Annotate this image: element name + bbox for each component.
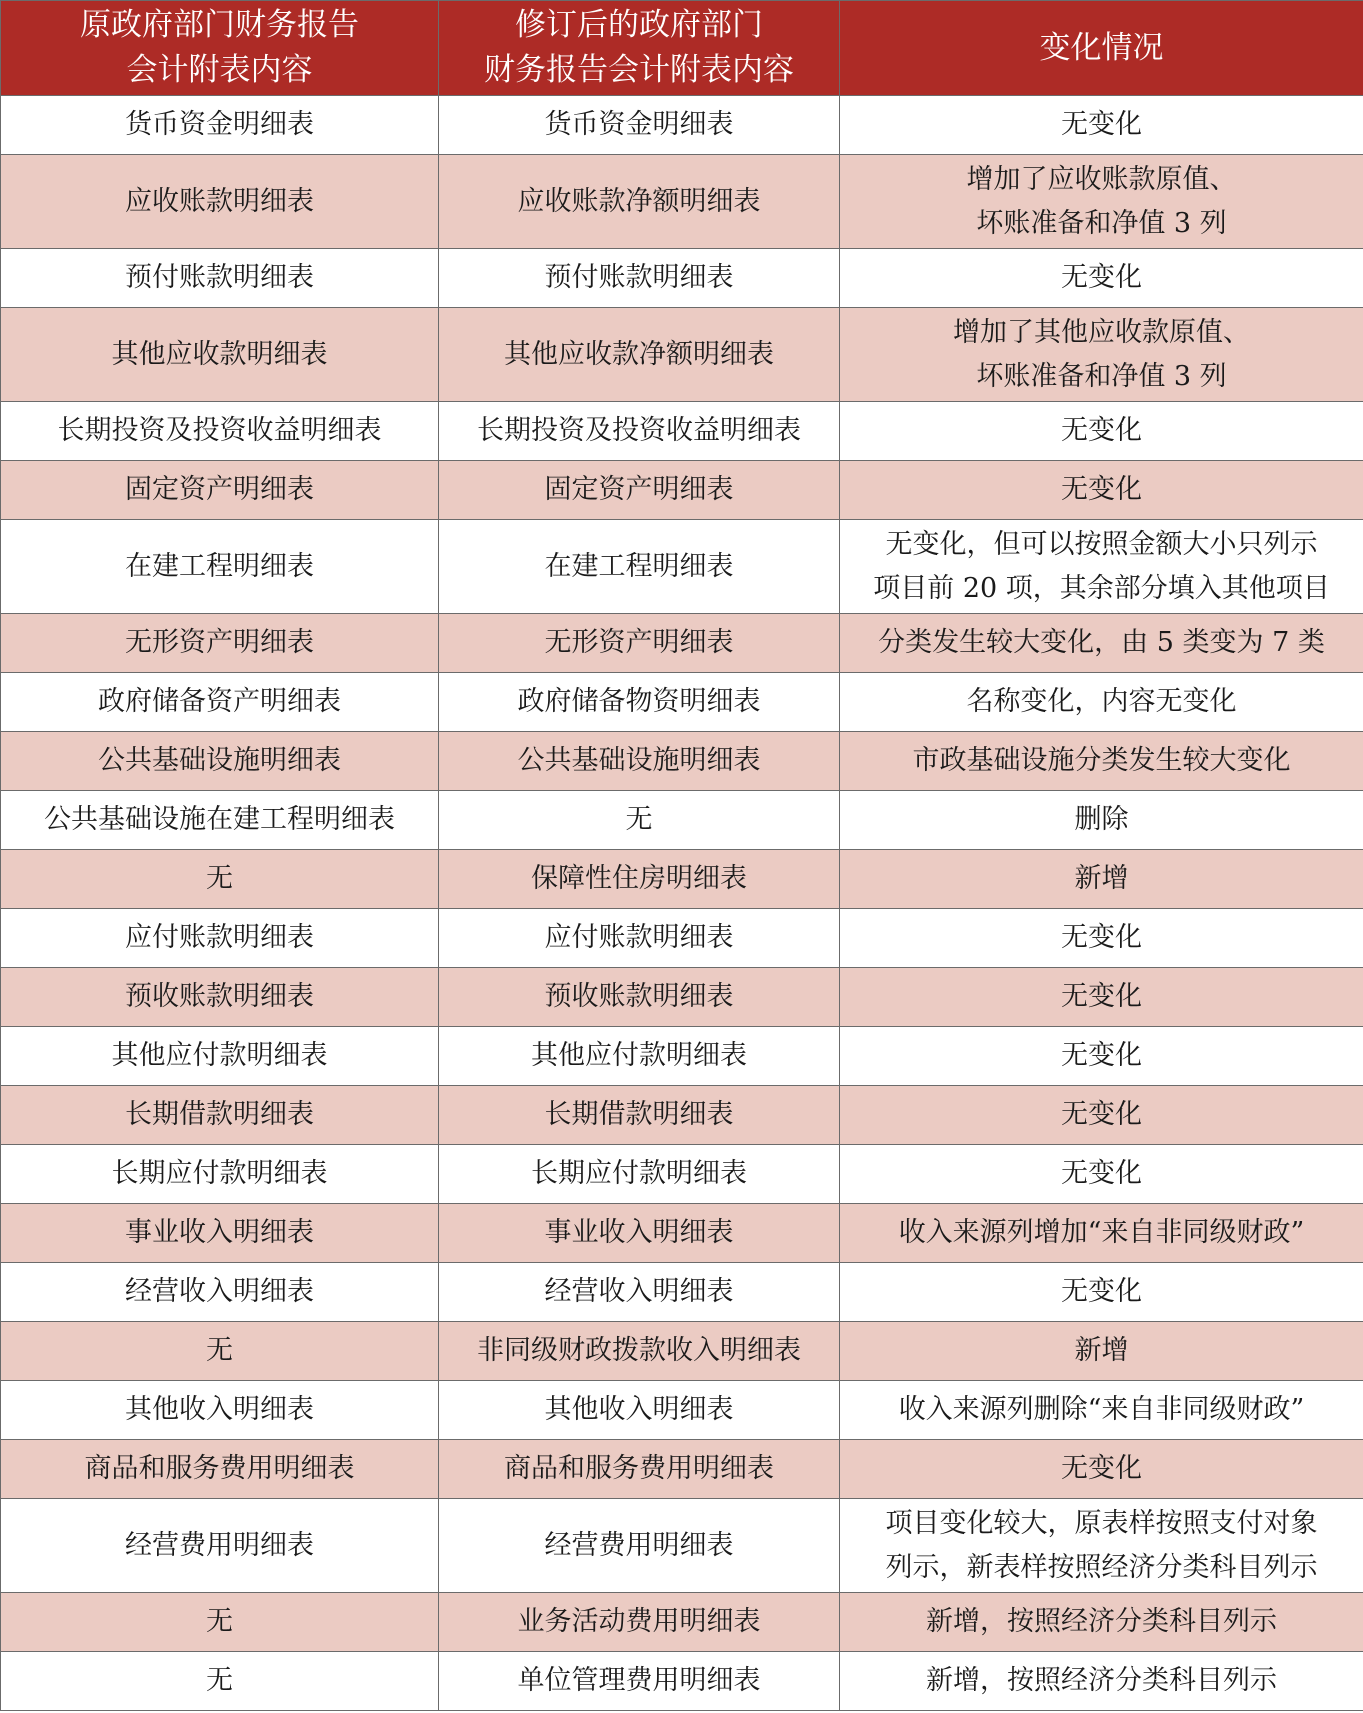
table-row — [1, 155, 1363, 249]
revised-cell: 保障性住房明细表 — [439, 850, 840, 909]
original-cell: 固定资产明细表 — [1, 461, 439, 520]
change-cell: 无变化 — [840, 1145, 1363, 1204]
table-row — [1, 1204, 1363, 1263]
header-revised-schedule: 修订后的政府部门 财务报告会计附表内容 — [439, 1, 840, 96]
change-cell: 无变化 — [840, 1027, 1363, 1086]
table-row — [1, 1381, 1363, 1440]
original-cell: 无 — [1, 1652, 439, 1711]
original-cell: 其他收入明细表 — [1, 1381, 439, 1440]
original-cell: 事业收入明细表 — [1, 1204, 439, 1263]
original-cell: 在建工程明细表 — [1, 520, 439, 614]
table-row — [1, 1145, 1363, 1204]
header-change-status: 变化情况 — [840, 1, 1363, 96]
change-cell: 无变化 — [840, 96, 1363, 155]
table-row — [1, 791, 1363, 850]
revised-cell: 商品和服务费用明细表 — [439, 1440, 840, 1499]
original-cell: 公共基础设施明细表 — [1, 732, 439, 791]
revised-cell: 长期借款明细表 — [439, 1086, 840, 1145]
table-row — [1, 1593, 1363, 1652]
change-cell: 无变化 — [840, 402, 1363, 461]
change-cell: 分类发生较大变化，由 5 类变为 7 类 — [840, 614, 1363, 673]
table-body — [1, 96, 1363, 1711]
change-cell: 无变化 — [840, 1440, 1363, 1499]
change-cell: 无变化 — [840, 968, 1363, 1027]
original-cell: 应收账款明细表 — [1, 155, 439, 249]
original-cell: 其他应收款明细表 — [1, 308, 439, 402]
revised-cell: 预付账款明细表 — [439, 249, 840, 308]
original-cell: 预付账款明细表 — [1, 249, 439, 308]
revised-cell: 公共基础设施明细表 — [439, 732, 840, 791]
original-cell: 政府储备资产明细表 — [1, 673, 439, 732]
revised-cell: 事业收入明细表 — [439, 1204, 840, 1263]
table-row — [1, 673, 1363, 732]
original-cell: 长期投资及投资收益明细表 — [1, 402, 439, 461]
revised-cell: 政府储备物资明细表 — [439, 673, 840, 732]
change-cell: 无变化，但可以按照金额大小只列示 项目前 20 项，其余部分填入其他项目 — [840, 520, 1363, 614]
header-row — [1, 1, 1363, 96]
revised-cell: 其他应付款明细表 — [439, 1027, 840, 1086]
revised-cell: 固定资产明细表 — [439, 461, 840, 520]
revised-cell: 长期投资及投资收益明细表 — [439, 402, 840, 461]
original-cell: 经营费用明细表 — [1, 1499, 439, 1593]
table-row — [1, 1086, 1363, 1145]
change-cell: 新增 — [840, 1322, 1363, 1381]
revised-cell: 预收账款明细表 — [439, 968, 840, 1027]
table-row — [1, 461, 1363, 520]
change-cell: 删除 — [840, 791, 1363, 850]
table-row — [1, 402, 1363, 461]
change-cell: 市政基础设施分类发生较大变化 — [840, 732, 1363, 791]
revised-cell: 单位管理费用明细表 — [439, 1652, 840, 1711]
revised-cell: 经营费用明细表 — [439, 1499, 840, 1593]
change-cell: 新增，按照经济分类科目列示 — [840, 1652, 1363, 1711]
table-row — [1, 1322, 1363, 1381]
table-row — [1, 1263, 1363, 1322]
revised-cell: 应付账款明细表 — [439, 909, 840, 968]
revised-cell: 货币资金明细表 — [439, 96, 840, 155]
change-cell: 无变化 — [840, 1263, 1363, 1322]
table-row — [1, 96, 1363, 155]
table-row — [1, 909, 1363, 968]
change-cell: 名称变化，内容无变化 — [840, 673, 1363, 732]
change-cell: 新增 — [840, 850, 1363, 909]
change-cell: 无变化 — [840, 1086, 1363, 1145]
table-row — [1, 1440, 1363, 1499]
revised-cell: 经营收入明细表 — [439, 1263, 840, 1322]
revised-cell: 其他应收款净额明细表 — [439, 308, 840, 402]
table-row — [1, 1027, 1363, 1086]
original-cell: 无形资产明细表 — [1, 614, 439, 673]
table-row — [1, 1499, 1363, 1593]
original-cell: 经营收入明细表 — [1, 1263, 439, 1322]
original-cell: 商品和服务费用明细表 — [1, 1440, 439, 1499]
change-cell: 项目变化较大，原表样按照支付对象 列示，新表样按照经济分类科目列示 — [840, 1499, 1363, 1593]
change-cell: 增加了应收账款原值、 坏账准备和净值 3 列 — [840, 155, 1363, 249]
original-cell: 应付账款明细表 — [1, 909, 439, 968]
table-header — [1, 1, 1363, 96]
table-row — [1, 968, 1363, 1027]
revised-cell: 非同级财政拨款收入明细表 — [439, 1322, 840, 1381]
table-row — [1, 732, 1363, 791]
table-row — [1, 308, 1363, 402]
original-cell: 无 — [1, 850, 439, 909]
revised-cell: 应收账款净额明细表 — [439, 155, 840, 249]
original-cell: 长期借款明细表 — [1, 1086, 439, 1145]
change-cell: 新增，按照经济分类科目列示 — [840, 1593, 1363, 1652]
change-cell: 无变化 — [840, 461, 1363, 520]
table-row — [1, 520, 1363, 614]
revised-cell: 在建工程明细表 — [439, 520, 840, 614]
original-cell: 公共基础设施在建工程明细表 — [1, 791, 439, 850]
change-cell: 无变化 — [840, 909, 1363, 968]
revised-cell: 无形资产明细表 — [439, 614, 840, 673]
original-cell: 预收账款明细表 — [1, 968, 439, 1027]
revised-cell: 其他收入明细表 — [439, 1381, 840, 1440]
revised-cell: 业务活动费用明细表 — [439, 1593, 840, 1652]
change-cell: 收入来源列删除“来自非同级财政” — [840, 1381, 1363, 1440]
table-row — [1, 850, 1363, 909]
original-cell: 无 — [1, 1593, 439, 1652]
revised-cell: 长期应付款明细表 — [439, 1145, 840, 1204]
change-cell: 无变化 — [840, 249, 1363, 308]
revised-cell: 无 — [439, 791, 840, 850]
table-row — [1, 614, 1363, 673]
header-original-schedule: 原政府部门财务报告 会计附表内容 — [1, 1, 439, 96]
original-cell: 货币资金明细表 — [1, 96, 439, 155]
change-cell: 收入来源列增加“来自非同级财政” — [840, 1204, 1363, 1263]
table-row — [1, 249, 1363, 308]
original-cell: 其他应付款明细表 — [1, 1027, 439, 1086]
original-cell: 长期应付款明细表 — [1, 1145, 439, 1204]
original-cell: 无 — [1, 1322, 439, 1381]
change-cell: 增加了其他应收款原值、 坏账准备和净值 3 列 — [840, 308, 1363, 402]
table-row — [1, 1652, 1363, 1711]
